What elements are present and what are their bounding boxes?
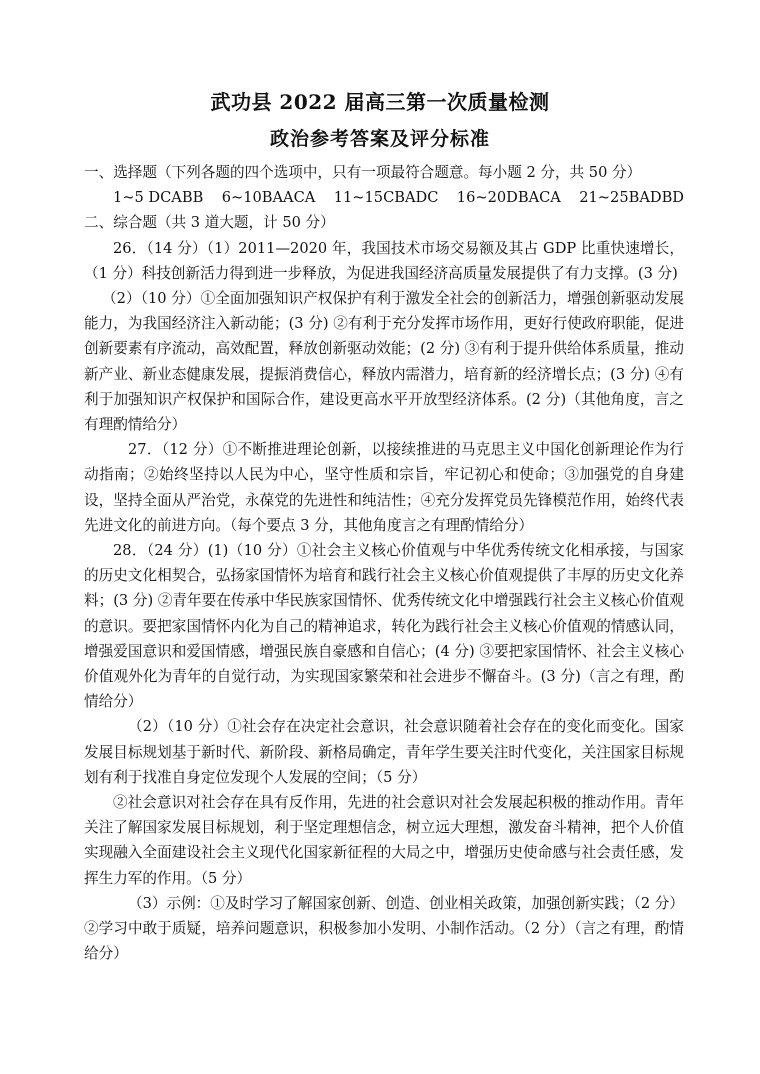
section1-heading: 一、选择题（下列各题的四个选项中，只有一项最符合题意。每小题 2 分，共 50 分） [84, 164, 642, 181]
q27-answer: 27．（12 分）①不断推进理论创新，以接续推进的马克思主义中国化创新理论作为行动指南；②始终坚持以人民为中心，坚守性质和宗旨，牢记初心和使命；③加强党的自身建设，坚持全面从严治党，永葆党的先进性和纯洁性；④充分发挥党员先锋模范作用，始终代表先进文化的前进方向。（每个要点 3 分，其他角度言之有理酌情给分） [84, 441, 684, 534]
document-title: 武功县 2022 届高三第一次质量检测 [210, 90, 550, 114]
choice-answers-row [84, 185, 684, 210]
q28-part3: （3）示例：①及时学习了解国家创新、创造、创业相关政策，加强创新实践；（2 分） ②学习中敢于质疑，培养问题意识，积极参加小发明、小制作活动。（2 分）（言之有理，酌情给分） [84, 894, 684, 963]
q28-part1: 28．（24 分）(1)（10 分）①社会主义核心价值观与中华优秀传统文化相承接，与国家的历史文化相契合，弘扬家国情怀为培育和践行社会主义核心价值观提供了丰厚的历史文化养料；(3 分) ②青年要在传承中华民族家国情怀、优秀传统文化中增强践行社会主义核心价值观的意识。要把家国情怀内化为自己的精神追求，转化为践行社会主义核心价值观的情感认同，增强爱国意识和爱国情感，增强民族自豪感和自信心；(4 分) ③要把家国情怀、社会主义核心价值观外化为青年的自觉行动，为实现国家繁荣和社会进步不懈奋斗。(3 分)（言之有理，酌情给分） [84, 542, 684, 711]
choice-answer-group: 21~25BADBD [579, 189, 684, 207]
choice-answer-group: 16~20DBACA [456, 189, 561, 207]
q28-part2-a: （2）（10 分）①社会存在决定社会意识，社会意识随着社会存在的变化而变化。国家发展目标规划基于新时代、新阶段、新格局确定，青年学生要关注时代变化，关注国家目标规划有利于找准自身定位发现个人发展的空间；（5 分） [84, 718, 684, 786]
document-subtitle: 政治参考答案及评分标准 [269, 128, 490, 150]
answer-key-body [84, 160, 684, 967]
q26-part1: 26．（14 分）（1）2011—2020 年，我国技术市场交易额及其占 GDP 比重快速增长，（1 分）科技创新活力得到进一步释放，为促进我国经济高质量发展提供了有力支撑。(3 分) [84, 239, 684, 282]
q26-part2: （2）（10 分）①全面加强知识产权保护有利于激发全社会的创新活力，增强创新驱动发展能力，为我国经济注入新动能；(3 分) ②有利于充分发挥市场作用，更好行使政府职能，促进创新要素有序流动，高效配置，释放创新驱动效能；(2 分) ③有利于提升供给体系质量，推动新产业、新业态健康发展，提振消费信心，释放内需潜力，培育新的经济增长点；(3 分) ④有利于加强知识产权保护和国际合作，建设更高水平开放型经济体系。(2 分)（其他角度，言之有理酌情给分） [84, 290, 684, 434]
choice-answer-group: 1~5 DCABB [113, 189, 204, 207]
choice-answer-group: 6~10BAACA [221, 189, 316, 207]
q28-part2-b: ②社会意识对社会存在具有反作用，先进的社会意识对社会发展起积极的推动作用。青年关注了解国家发展目标规划，利于坚定理想信念，树立远大理想，激发奋斗精神，把个人价值实现融入全面建设社会主义现代化国家新征程的大局之中，增强历史使命感与社会责任感，发挥生力军的作用。（5 分） [84, 794, 684, 887]
section2-heading: 二、综合题（共 3 道大题，计 50 分） [84, 214, 335, 232]
choice-answer-group: 11~15CBADC [333, 189, 439, 207]
